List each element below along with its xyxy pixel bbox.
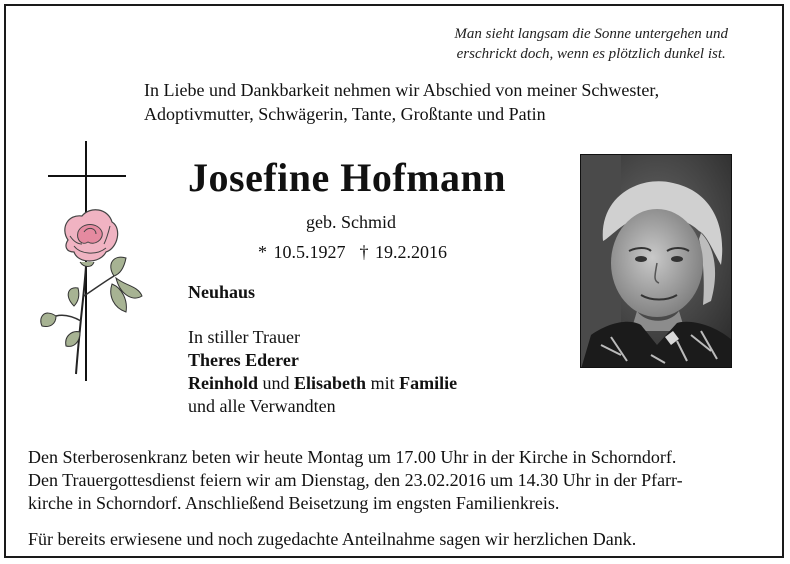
birth-date: * 10.5.1927 <box>258 242 346 262</box>
notice-line-3: kirche in Schorndorf. Anschließend Beisetzung im engsten Familienkreis. <box>28 493 560 513</box>
rose-branch-left <box>56 315 81 321</box>
mourners-block <box>188 326 457 418</box>
thanks-text: Für bereits erwiesene und noch zugedachte Anteilnahme sagen wir herzlichen Dank. <box>28 529 637 549</box>
motto-quote <box>454 24 728 64</box>
leaf-icon <box>41 313 56 326</box>
intro-line-2: Adoptivmutter, Schwägerin, Tante, Großtante und Patin <box>144 104 546 124</box>
portrait-photo <box>580 154 732 368</box>
obituary-card <box>4 4 784 558</box>
intro-line-1: In Liebe und Dankbarkeit nehmen wir Abschied von meiner Schwester, <box>144 80 660 100</box>
leaf-icon <box>111 257 126 276</box>
notice-line-1: Den Sterberosenkranz beten wir heute Montag um 17.00 Uhr in der Kirche in Schorndorf. <box>28 447 677 467</box>
cross-with-rose-icon <box>34 136 154 386</box>
deceased-name: Josefine Hofmann <box>188 155 506 200</box>
life-dates <box>258 242 447 263</box>
mourner-1: Theres Ederer <box>188 350 299 370</box>
notice-line-2: Den Trauergottesdienst feiern wir am Dienstag, den 23.02.2016 um 14.30 Uhr in der Pfarr- <box>28 470 683 490</box>
mourner-2-line: Reinhold und Elisabeth mit Familie <box>188 373 458 393</box>
service-notice <box>28 446 768 515</box>
rose-branch <box>84 276 114 296</box>
death-date: † 19.2.2016 <box>359 242 447 262</box>
maiden-name: geb. Schmid <box>306 212 396 232</box>
motto-line-2: erschrickt doch, wenn es plötzlich dunkel ist. <box>456 46 726 62</box>
mourners-relatives: und alle Verwandten <box>188 396 336 416</box>
mourners-intro: In stiller Trauer <box>188 327 300 347</box>
intro-text <box>144 78 659 126</box>
motto-line-1: Man sieht langsam die Sonne untergehen und <box>454 26 728 42</box>
rose-head <box>65 210 118 267</box>
portrait-image <box>581 155 732 368</box>
leaf-icon <box>68 288 79 306</box>
place-name: Neuhaus <box>188 282 256 302</box>
